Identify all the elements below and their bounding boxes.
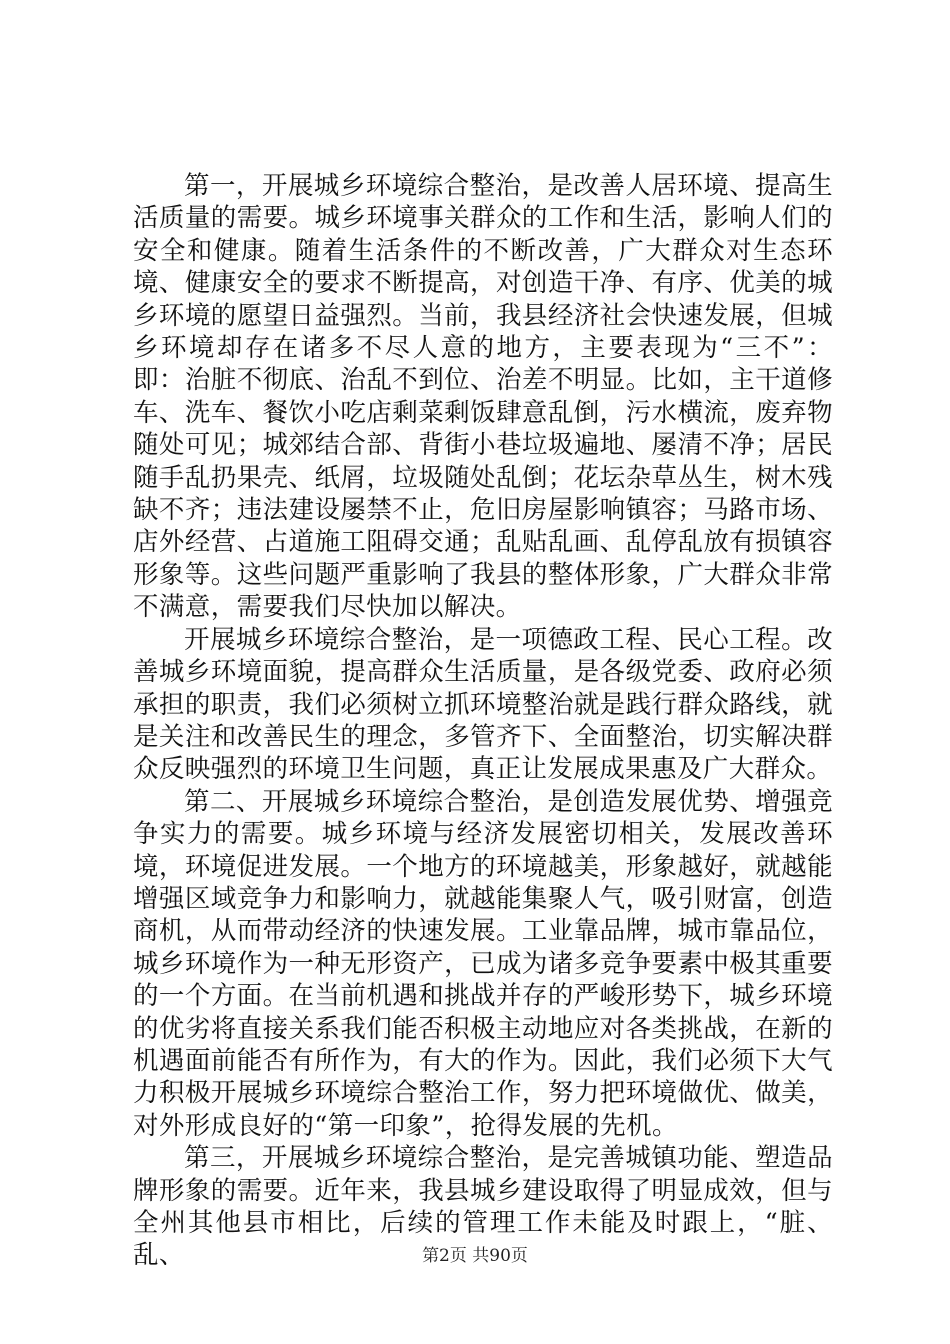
document-body — [133, 170, 833, 1272]
paragraph-1: 第一，开展城乡环境综合整治，是改善人居环境、提高生活质量的需要。城乡环境事关群众的工作和生活，影响人们的安全和健康。随着生活条件的不断改善，广大群众对生态环境、健康安全的要求不断提高，对创造干净、有序、优美的城乡环境的愿望日益强烈。当前，我县经济社会快速发展，但城乡环境却存在诸多不尽人意的地方，主要表现为“三不”：即：治脏不彻底、治乱不到位、治差不明显。比如，主干道修车、洗车、餐饮小吃店剩菜剩饭肆意乱倒，污水横流，废弃物随处可见；城郊结合部、背街小巷垃圾遍地、屡清不净；居民随手乱扔果壳、纸屑，垃圾随处乱倒；花坛杂草丛生，树木残缺不齐；违法建设屡禁不止，危旧房屋影响镇容；马路市场、店外经营、占道施工阻碍交通；乱贴乱画、乱停乱放有损镇容形象等。这些问题严重影响了我县的整体形象，广大群众非常不满意，需要我们尽快加以解决。 — [133, 171, 833, 623]
paragraph-4: 第三，开展城乡环境综合整治，是完善城镇功能、塑造品牌形象的需要。近年来，我县城乡建设取得了明显成效，但与全州其他县市相比，后续的管理工作未能及时跟上，“脏、乱、 — [133, 1143, 833, 1271]
paragraph-3: 第二、开展城乡环境综合整治，是创造发展优势、增强竞争实力的需要。城乡环境与经济发展密切相关，发展改善环境，环境促进发展。一个地方的环境越美，形象越好，就越能增强区域竞争力和影响力，就越能集聚人气，吸引财富，创造商机，从而带动经济的快速发展。工业靠品牌，城市靠品位，城乡环境作为一种无形资产，已成为诸多竞争要素中极其重要的一个方面。在当前机遇和挑战并存的严峻形势下，城乡环境的优劣将直接关系我们能否积极主动地应对各类挑战，在新的机遇面前能否有所作为，有大的作为。因此，我们必须下大气力积极开展城乡环境综合整治工作，努力把环境做优、做美，对外形成良好的“第一印象”，抢得发展的先机。 — [133, 786, 833, 1141]
paragraph-2: 开展城乡环境综合整治，是一项德政工程、民心工程。改善城乡环境面貌，提高群众生活质量，是各级党委、政府必须承担的职责，我们必须树立抓环境整治就是践行群众路线，就是关注和改善民生的理念，多管齐下、全面整治，切实解决群众反映强烈的环境卫生问题，真正让发展成果惠及广大群众。 — [133, 624, 833, 785]
page-footer: 第2页 共90页 — [422, 1246, 528, 1266]
